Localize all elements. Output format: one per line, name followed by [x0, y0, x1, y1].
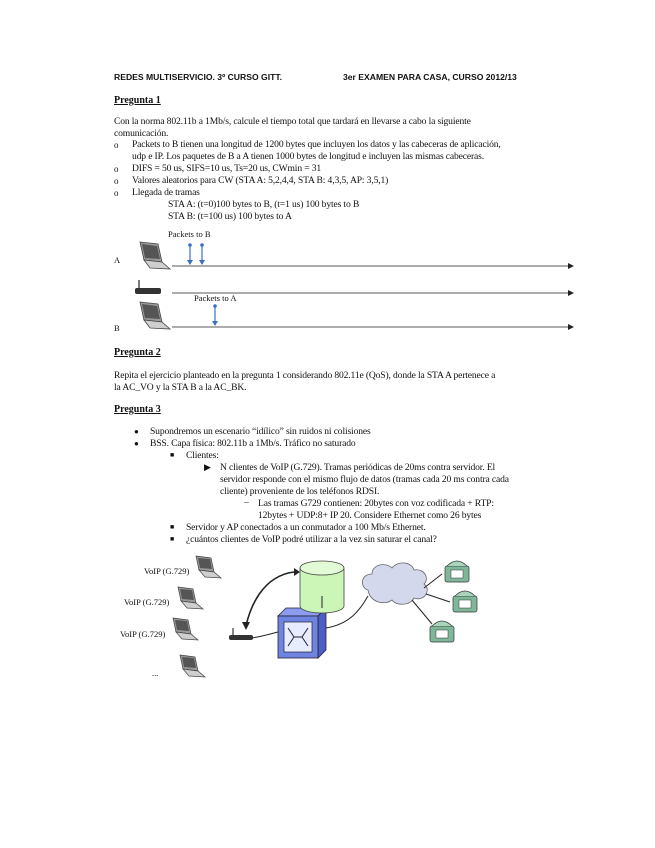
bullet-o: o [114, 176, 119, 186]
laptop-icon [196, 556, 221, 578]
p1-bullet4: Llegada de tramas [132, 187, 200, 198]
laptop-icon [173, 618, 198, 640]
phone-icon [430, 621, 454, 642]
bullet-square: ■ [170, 535, 175, 543]
p3-tramas-line2: 12bytes + UDP:8+ IP 20. Considere Ethernet como 26 bytes [258, 510, 482, 521]
p1-bullet3: Valores aleatorios para CW (STA A: 5,2,4,4, STA B: 4,3,5, AP: 3,5,1) [132, 175, 389, 186]
p1-intro-line1: Con la norma 802.11b a 1Mb/s, calcule el tiempo total que tardará en llevarse a cabo la siguiente [114, 116, 471, 127]
p3-tramas-line1: Las tramas G729 contienen: 20bytes con voz codificada + RTP: [258, 498, 494, 509]
p3-clientes: Clientes: [186, 450, 219, 461]
phone-icon [453, 591, 477, 612]
sta-b-line: STA B: (t=100 us) 100 bytes to A [168, 211, 292, 222]
header-left: REDES MULTISERVICIO. 3º CURSO GITT. [114, 72, 283, 82]
voip-label-3: VoIP (G.729) [120, 629, 166, 639]
laptop-icon [180, 655, 205, 677]
packets-to-a-label: Packets to A [194, 293, 237, 303]
packets-to-b-label: Packets to B [168, 229, 211, 239]
p3-cuantos: ¿cuántos clientes de VoIP podré utilizar a la vez sin saturar el canal? [186, 534, 437, 545]
p3-item1: Supondremos un escenario “idílico” sin ruidos ni colisiones [150, 426, 371, 437]
ellipsis: ... [152, 668, 159, 678]
bullet-dot: ● [134, 427, 139, 436]
sta-a-line: STA A: (t=0)100 bytes to B, (t=1 us) 100 bytes to B [168, 199, 360, 210]
pregunta3-title: Pregunta 3 [114, 404, 161, 415]
bullet-o: o [114, 164, 119, 174]
p1-intro-line2: comunicación. [114, 128, 169, 139]
p1-bullet1-line2: udp e IP. Los paquetes de B a A tienen 1000 bytes de longitud e incluyen las mismas cabeceras. [132, 151, 484, 162]
switch-icon [278, 608, 326, 658]
bullet-dash: – [244, 497, 249, 508]
bullet-square: ■ [170, 451, 175, 459]
p2-line2: la AC_VO y la STA B a la AC_BK. [114, 382, 247, 393]
cloud-icon [362, 563, 427, 604]
pregunta2-title: Pregunta 2 [114, 347, 161, 358]
p2-line1: Repita el ejercicio planteado en la pregunta 1 considerando 802.11e (QoS), donde la STA A pertenece a [114, 370, 496, 381]
p1-bullet2: DIFS = 50 us, SIFS=10 us, Ts=20 us, CWmin = 31 [132, 163, 322, 174]
p3-nclientes-line1: N clientes de VoIP (G.729). Tramas periódicas de 20ms contra servidor. El [220, 462, 496, 473]
bullet-dot: ● [134, 439, 139, 448]
access-point-icon [229, 628, 253, 640]
p1-bullet1-line1: Packets to B tienen una longitud de 1200 bytes que incluyen los datos y las cabeceras de aplicación, [132, 139, 501, 150]
label-a: A [114, 255, 121, 265]
bullet-triangle: ▶ [204, 462, 211, 472]
header-right: 3er EXAMEN PARA CASA, CURSO 2012/13 [343, 72, 517, 82]
p3-servidor: Servidor y AP conectados a un conmutador a 100 Mb/s Ethernet. [186, 522, 426, 533]
label-b: B [114, 323, 120, 333]
p3-nclientes-line3: cliente) proveniente de los teléfonos RDSI. [220, 486, 380, 497]
p3-nclientes-line2: servidor responde con el mismo flujo de datos (tramas cada 20 ms contra cada [220, 474, 509, 485]
bullet-o: o [114, 140, 119, 150]
p3-item2: BSS. Capa física: 802.11b a 1Mb/s. Tráfico no saturado [150, 438, 356, 449]
pregunta1-title: Pregunta 1 [114, 95, 161, 106]
phone-icon [445, 561, 469, 582]
voip-label-1: VoIP (G.729) [144, 566, 190, 576]
voip-label-2: VoIP (G.729) [124, 597, 170, 607]
bullet-o: o [114, 188, 119, 198]
bullet-square: ■ [170, 523, 175, 531]
laptop-icon [178, 587, 203, 609]
